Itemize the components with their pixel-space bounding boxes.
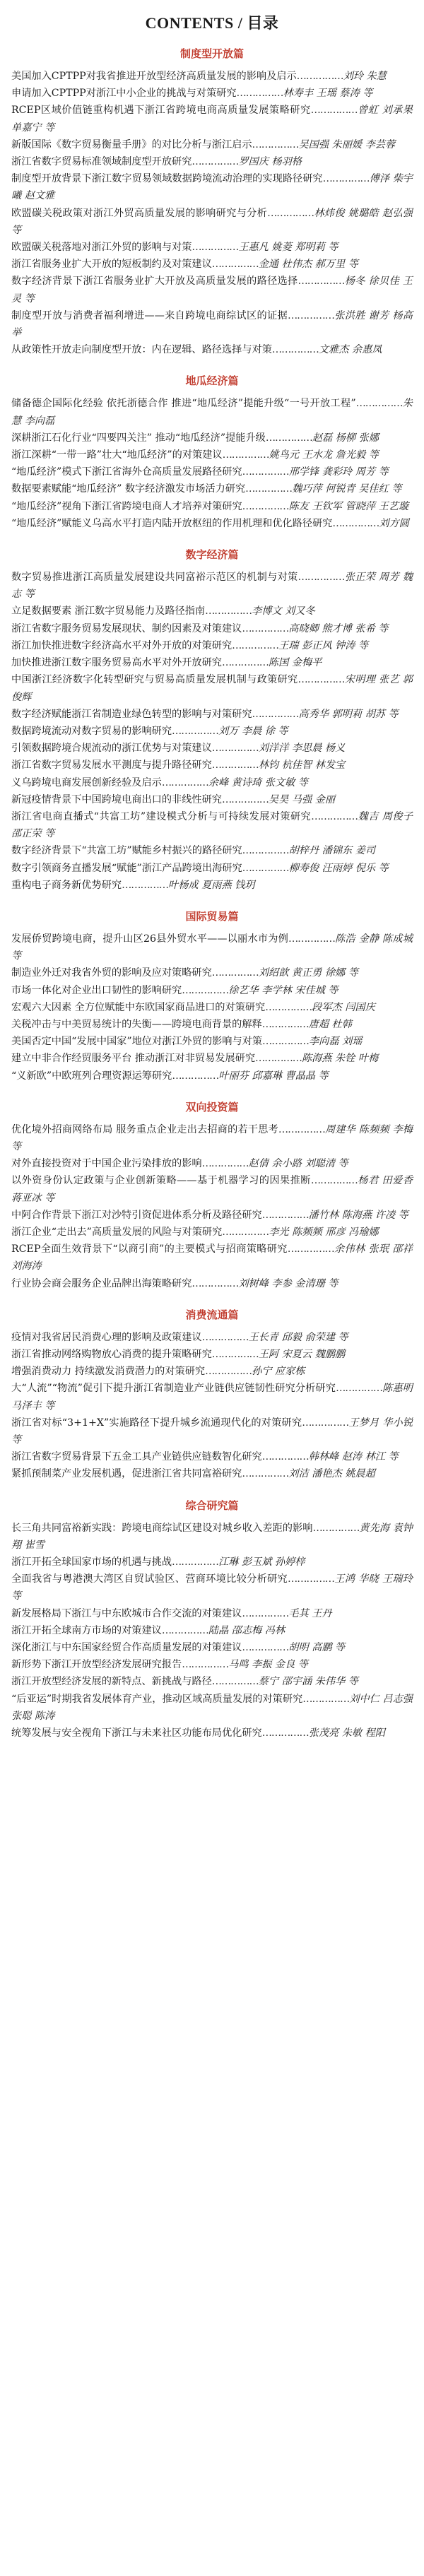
entry-authors: 李博文 刘又冬 xyxy=(252,605,315,618)
entry-authors: 李光 陈频频 邢彦 冯瑜娜 xyxy=(269,1226,379,1238)
toc-entry[interactable] xyxy=(11,102,413,136)
entry-authors: 余峰 黄诗琦 张文敏 等 xyxy=(208,776,308,788)
dot-leader: …………… xyxy=(252,708,299,720)
toc-entry[interactable] xyxy=(11,1172,413,1206)
dot-leader: …………… xyxy=(302,1417,349,1429)
toc-entry[interactable] xyxy=(11,1605,413,1622)
entry-title: 发展侨贸跨境电商，提升山区26县外贸水平——以丽水市为例 xyxy=(11,933,288,945)
entry-authors: 金通 杜伟杰 郝万里 等 xyxy=(258,259,358,271)
dot-leader: …………… xyxy=(265,432,312,444)
dot-leader: …………… xyxy=(261,1018,309,1030)
entry-authors: 周建华 陈频频 李梅 等 xyxy=(11,1123,413,1152)
toc-entry[interactable] xyxy=(11,1448,413,1465)
toc-section xyxy=(11,1308,413,1483)
dot-leader: …………… xyxy=(242,845,289,857)
entry-authors: 杨冬 徐贝佳 王灵 等 xyxy=(11,276,413,305)
toc-entry[interactable] xyxy=(11,740,413,757)
toc-entry[interactable] xyxy=(11,982,413,999)
entry-authors: 唐超 杜韩 xyxy=(308,1018,352,1030)
entry-title: 以外资身份认定政策与企业创新策略——基于机器学习的因果推断 xyxy=(11,1175,311,1187)
entry-title: 统筹发展与安全视角下浙江与未来社区功能布局优化研究 xyxy=(11,1727,262,1739)
toc-entry[interactable] xyxy=(11,877,413,894)
entry-authors: 刘玲 朱慧 xyxy=(343,71,387,82)
dot-leader: …………… xyxy=(267,207,314,219)
entry-title: 浙江省数字贸易背景下五金工具产业链供应链数智化研究 xyxy=(11,1451,262,1463)
toc-entry[interactable] xyxy=(11,930,413,964)
section-title: 地瓜经济篇 xyxy=(185,374,239,388)
toc-entry[interactable] xyxy=(11,153,413,170)
dot-leader: …………… xyxy=(298,276,345,288)
dot-leader: …………… xyxy=(122,879,169,891)
dot-leader: …………… xyxy=(252,138,299,150)
toc-section xyxy=(11,47,413,358)
entry-title: 宏观六大因素 全方位赋能中东欧国家商品进口的对策研究 xyxy=(11,1001,266,1013)
dot-leader: …………… xyxy=(172,1556,218,1568)
dot-leader: …………… xyxy=(287,1243,334,1255)
dot-leader: …………… xyxy=(242,1607,289,1619)
entry-title: 浙江加快推进数字经济高水平对外开放的对策研究 xyxy=(11,639,232,651)
entry-title: 新形势下浙江开放型经济发展研究报告 xyxy=(11,1659,182,1671)
toc-entry[interactable] xyxy=(11,341,413,358)
dot-leader: …………… xyxy=(161,1624,208,1636)
entry-authors: 马鸣 李振 金良 等 xyxy=(228,1659,308,1671)
entry-title: 数字经济赋能浙江省制造业绿色转型的影响与对策研究 xyxy=(11,708,252,720)
entry-authors: 陈友 王钦军 管晓萍 王艺璇 xyxy=(288,500,409,512)
entry-title: 数字经济背景下“共富工坊”赋能乡村振兴的路径研究 xyxy=(11,845,242,857)
entry-authors: 陆晶 邵志梅 冯林 xyxy=(208,1624,285,1636)
entry-title: “地瓜经济”赋能义乌高水平打造内陆开放枢纽的作用机理和优化路径研究 xyxy=(11,517,333,529)
dot-leader: …………… xyxy=(192,1277,239,1289)
toc-entry[interactable] xyxy=(11,515,413,532)
dot-leader: …………… xyxy=(211,259,259,271)
entry-authors: 江琳 彭玉斌 孙婷梓 xyxy=(218,1556,305,1568)
entry-title: 深耕浙江石化行业“四要四关注” 推动“地瓜经济”提能升级 xyxy=(11,432,266,444)
entry-title: 制造业外迁对我省外贸的影响及应对策略研究 xyxy=(11,967,212,979)
entry-title: 浙江省数字服务贸易发展现状、制约因素及对策建议 xyxy=(11,622,242,634)
toc-entry[interactable] xyxy=(11,637,413,654)
entry-title: 义乌跨境电商发展创新经验及启示 xyxy=(11,776,162,788)
dot-leader: …………… xyxy=(261,1451,309,1463)
entry-title: 数据要素赋能“地瓜经济” 数字经济激发市场活力研究 xyxy=(11,483,246,495)
dot-leader: …………… xyxy=(211,967,259,979)
entry-authors: 陈惠明 马泽丰 等 xyxy=(11,1383,413,1412)
toc-entry[interactable] xyxy=(11,273,413,307)
entry-authors: 潘竹林 陈海燕 许凌 等 xyxy=(308,1209,408,1221)
toc-entry[interactable] xyxy=(11,463,413,480)
entry-authors: 文雅杰 余惠凤 xyxy=(318,344,382,356)
entry-authors: 刘方圆 xyxy=(379,517,409,529)
entry-title: 长三角共同富裕新实践：跨境电商综试区建设对城乡收入差距的影响 xyxy=(11,1522,313,1534)
entry-title: 市场一体化对企业出口韧性的影响研究 xyxy=(11,984,182,996)
entry-authors: 刘绍歆 黄正勇 徐娜 等 xyxy=(258,967,358,979)
entry-authors: 朱慧 李向磊 xyxy=(11,398,413,427)
entry-authors: 姚鸟元 王水龙 詹光毅 等 xyxy=(269,449,379,461)
entry-title: 中阿合作背景下浙江对沙特引资促进体系分析及路径研究 xyxy=(11,1209,262,1221)
entry-authors: 刘万 李晨 徐 等 xyxy=(218,725,288,737)
toc-entry[interactable] xyxy=(11,480,413,497)
toc-entry[interactable] xyxy=(11,1224,413,1241)
dot-leader: …………… xyxy=(222,449,269,461)
toc-entry[interactable] xyxy=(11,791,413,808)
dot-leader: …………… xyxy=(332,517,379,529)
toc-entry[interactable] xyxy=(11,1050,413,1067)
dot-leader: …………… xyxy=(265,1001,312,1013)
dot-leader: …………… xyxy=(172,1070,219,1082)
entry-title: 美国否定中国“发展中国家”地位对浙江外贸的影响与对策 xyxy=(11,1036,263,1048)
dot-leader: …………… xyxy=(221,657,269,669)
section-title: 综合研究篇 xyxy=(185,1499,239,1512)
contents-header xyxy=(11,0,413,31)
toc-entry[interactable] xyxy=(11,706,413,723)
entry-authors: 魏巧萍 何锐青 吴佳红 等 xyxy=(292,483,402,495)
toc-entry[interactable] xyxy=(11,723,413,740)
dot-leader: …………… xyxy=(271,344,319,356)
entry-title: 全面我省与粤港澳大湾区自贸试验区、营商环境比较分析研究 xyxy=(11,1573,288,1585)
entry-title: 深化浙江与中东国家经贸合作高质量发展的对策建议 xyxy=(11,1642,242,1654)
toc-entry[interactable] xyxy=(11,1033,413,1050)
entry-title: 数字经济背景下浙江省服务业扩大开放及高质量发展的路径选择 xyxy=(11,276,298,288)
dot-leader: …………… xyxy=(242,1642,289,1654)
toc-entry[interactable] xyxy=(11,603,413,620)
toc-entry[interactable] xyxy=(11,620,413,637)
toc-section xyxy=(11,1499,413,1742)
section-title: 双向投资篇 xyxy=(185,1100,239,1113)
entry-authors: 吴昊 马强 金丽 xyxy=(268,793,336,805)
toc-entry[interactable] xyxy=(11,1622,413,1639)
entry-title: “后亚运”时期我省发展体育产业，推动区域高质量发展的对策研究 xyxy=(11,1693,303,1705)
toc-entry[interactable] xyxy=(11,1241,413,1275)
toc-entry[interactable] xyxy=(11,1121,413,1155)
dot-leader: …………… xyxy=(242,862,289,874)
dot-leader: …………… xyxy=(211,1676,259,1688)
entry-title: 立足数据要素 浙江数字贸易能力及路径指南 xyxy=(11,605,206,618)
entry-title: 制度型开放与消费者福利增进——来自跨境电商综试区的证据 xyxy=(11,309,288,321)
dot-leader: …………… xyxy=(192,242,239,254)
toc-entry[interactable] xyxy=(11,1725,413,1742)
toc-entry[interactable] xyxy=(11,1571,413,1605)
entry-title: “地瓜经济”模式下浙江省海外仓高质量发展路径研究 xyxy=(11,466,242,478)
entry-authors: 张正荣 周芳 魏志 等 xyxy=(11,572,413,601)
entry-title: 中国浙江经济数字化转型研究与贸易高质量发展机制与政策研究 xyxy=(11,674,298,686)
entry-authors: 魏吉 周俊子 邵正荣 等 xyxy=(11,810,413,840)
dot-leader: …………… xyxy=(211,743,259,755)
toc-entry[interactable] xyxy=(11,671,413,705)
toc-entry[interactable] xyxy=(11,1414,413,1448)
dot-leader: …………… xyxy=(288,933,335,945)
entry-authors: 叶丽芬 邱嘉琳 曹晶晶 等 xyxy=(218,1070,329,1082)
dot-leader: …………… xyxy=(232,639,279,651)
dot-leader: …………… xyxy=(201,1158,249,1170)
dot-leader: …………… xyxy=(310,1175,358,1187)
toc-entry[interactable] xyxy=(11,498,413,515)
entry-title: 申请加入CPTPP对浙江中小企业的挑战与对策研究 xyxy=(11,88,237,100)
dot-leader: …………… xyxy=(298,674,345,686)
entry-title: 浙江开拓全球国家市场的机遇与挑战 xyxy=(11,1556,172,1568)
dot-leader: …………… xyxy=(245,483,293,495)
entry-title: “义新欧”中欧班列合理资源运筹研究 xyxy=(11,1070,172,1082)
entry-authors: 段军杰 闫国庆 xyxy=(312,1001,375,1013)
entry-authors: 王瑞 彭正风 钟涛 等 xyxy=(278,639,369,651)
toc-entry[interactable] xyxy=(11,256,413,273)
entry-authors: 王长青 邱毅 俞荣建 等 xyxy=(248,1331,348,1343)
toc-entry[interactable] xyxy=(11,1639,413,1656)
entry-title: 浙江省对标“3+1+X”实施路径下提升城乡流通现代化的对策研究 xyxy=(11,1417,302,1429)
page-title: CONTENTS / 目录 xyxy=(145,14,279,32)
entry-title: 浙江企业“走出去”高质量发展的风险与对策研究 xyxy=(11,1226,223,1238)
toc-section xyxy=(11,1100,413,1292)
entry-title: 紧抓预制菜产业发展机遇，促进浙江省共同富裕研究 xyxy=(11,1468,242,1480)
dot-leader: …………… xyxy=(312,1522,360,1534)
entry-title: 制度型开放背景下浙江数字贸易领域数据跨境流动治理的实现路径研究 xyxy=(11,173,323,185)
entry-authors: 陈浩 金静 陈成城 等 xyxy=(11,933,413,962)
entry-title: 数字引领商务直播发展“赋能”浙江产品跨境出海研究 xyxy=(11,862,242,874)
section-title: 消费流通篇 xyxy=(185,1308,239,1321)
entry-authors: 林钧 杭佳智 林发宝 xyxy=(258,760,346,772)
entry-title: 大“人流”“物流”促引下提升浙江省制造业产业链供应链韧性研究分析研究 xyxy=(11,1383,336,1395)
entry-authors: 王鸿 华晓 王瑞玲 等 xyxy=(11,1573,413,1602)
toc-entry[interactable] xyxy=(11,68,413,85)
dot-leader: …………… xyxy=(201,1331,249,1343)
toc-entry[interactable] xyxy=(11,1465,413,1482)
entry-authors: 高晓卿 熊才博 张希 等 xyxy=(288,622,389,634)
entry-authors: 杨君 田爱香 蒋亚冰 等 xyxy=(11,1175,413,1204)
dot-leader: …………… xyxy=(192,156,239,168)
entry-authors: 陈海燕 朱铨 叶梅 xyxy=(301,1053,379,1065)
entry-authors: 胡梓丹 潘锦东 姜司 xyxy=(288,845,376,857)
toc-entry[interactable] xyxy=(11,430,413,447)
dot-leader: …………… xyxy=(242,622,289,634)
dot-leader: …………… xyxy=(222,1226,269,1238)
entry-title: 对外直接投资对于中国企业污染排放的影响 xyxy=(11,1158,202,1170)
dot-leader: …………… xyxy=(255,1053,302,1065)
dot-leader: …………… xyxy=(287,309,334,321)
entry-authors: 刘洋洋 李思晨 杨义 xyxy=(258,743,346,755)
toc-entry[interactable] xyxy=(11,395,413,429)
dot-leader: …………… xyxy=(261,1209,309,1221)
entry-authors: 徐艺华 李学林 宋佳城 等 xyxy=(228,984,338,996)
toc-section xyxy=(11,374,413,532)
entry-title: 从政策性开放走向制度型开放：内在逻辑、路径选择与对策 xyxy=(11,344,272,356)
entry-title: 新冠疫情背景下中国跨境电商出口的非线性研究 xyxy=(11,793,222,805)
entry-authors: 曾虹 刘承果 单嘉宁 等 xyxy=(11,105,413,134)
toc-entry[interactable] xyxy=(11,1068,413,1085)
toc-entry[interactable] xyxy=(11,860,413,877)
entry-title: 优化境外招商网络布局 服务重点企业走出去招商的若干思考 xyxy=(11,1123,278,1135)
entry-title: 建立中非合作经贸服务平台 推动浙江对非贸易发展研究 xyxy=(11,1053,256,1065)
entry-authors: 王阿 宋夏云 魏鹏鹏 xyxy=(258,1349,346,1360)
toc-entry[interactable] xyxy=(11,1554,413,1571)
toc-entry[interactable] xyxy=(11,239,413,256)
entry-authors: 胡明 高鹏 等 xyxy=(288,1642,346,1654)
dot-leader: …………… xyxy=(242,500,289,512)
entry-authors: 刘洁 潘艳杰 姚晨超 xyxy=(288,1468,375,1480)
entry-authors: 蔡宁 邵宇涵 朱伟华 等 xyxy=(258,1676,358,1688)
dot-leader: …………… xyxy=(242,466,289,478)
entry-title: 浙江开放型经济发展的新特点、新挑战与路径 xyxy=(11,1676,212,1688)
toc-entry[interactable] xyxy=(11,999,413,1016)
toc-entry[interactable] xyxy=(11,1673,413,1690)
dot-leader: …………… xyxy=(302,1693,350,1705)
entry-authors: 柳寿俊 汪雨婷 倪乐 等 xyxy=(288,862,389,874)
toc-entry[interactable] xyxy=(11,1275,413,1292)
dot-leader: …………… xyxy=(336,1383,383,1395)
entry-title: 数据跨境流动对数字贸易的影响研究 xyxy=(11,725,172,737)
entry-authors: 孙宁 应家栋 xyxy=(252,1366,305,1378)
toc-entry[interactable] xyxy=(11,205,413,239)
toc-entry[interactable] xyxy=(11,1155,413,1172)
entry-title: 浙江省数字贸易发展水平测度与提升路径研究 xyxy=(11,760,212,772)
entry-authors: 高秀华 郭明莉 胡苏 等 xyxy=(298,708,399,720)
section-title: 国际贸易篇 xyxy=(185,909,239,923)
entry-title: RCEP区域价值链重构机遇下浙江省跨境电商高质量发展策略研究 xyxy=(11,105,311,117)
entry-authors: 刘中仁 吕志强 张聪 陈涛 xyxy=(11,1693,413,1722)
dot-leader: …………… xyxy=(322,173,370,185)
toc-entry[interactable] xyxy=(11,842,413,859)
toc-entry[interactable] xyxy=(11,1346,413,1363)
entry-authors: 吴国强 朱丽媛 李芸蓉 xyxy=(298,138,396,150)
entry-title: RCEP全面生效背景下“以商引商”的主要模式与招商策略研究 xyxy=(11,1243,288,1255)
dot-leader: …………… xyxy=(182,1659,229,1671)
toc-entry[interactable] xyxy=(11,136,413,153)
toc-section xyxy=(11,548,413,894)
entry-authors: 赵倩 余小路 刘聪清 等 xyxy=(248,1158,348,1170)
entry-authors: 刘树峰 李参 金清珊 等 xyxy=(238,1277,338,1289)
entry-authors: 张洪胜 谢芳 杨高举 xyxy=(11,309,413,339)
entry-title: 浙江深耕“一带一路”壮大“地瓜经济”的对策建议 xyxy=(11,449,223,461)
dot-leader: …………… xyxy=(288,1573,334,1585)
entry-authors: 王惠凡 姚菱 郑明莉 等 xyxy=(238,242,338,254)
entry-title: 行业协会商会服务企业品牌出海策略研究 xyxy=(11,1277,192,1289)
toc-entry[interactable] xyxy=(11,1520,413,1554)
dot-leader: …………… xyxy=(205,1366,252,1378)
entry-title: 疫情对我省居民消费心理的影响及政策建议 xyxy=(11,1331,202,1343)
entry-authors: 王梦月 华小锐 等 xyxy=(11,1417,413,1446)
entry-authors: 李向磊 刘瑶 xyxy=(308,1036,363,1048)
entry-title: 关税冲击与中美贸易统计的失衡——跨境电商背景的解释 xyxy=(11,1018,262,1030)
entry-authors: 罗国庆 杨羽格 xyxy=(238,156,302,168)
entry-authors: 余伟林 张珉 邵祥 刘海涛 xyxy=(11,1243,413,1272)
entry-authors: 林炜俊 姚璐皓 赵弘强 等 xyxy=(11,207,413,236)
toc-entry[interactable] xyxy=(11,808,413,842)
toc-entry[interactable] xyxy=(11,964,413,981)
toc-entry[interactable] xyxy=(11,1363,413,1380)
dot-leader: …………… xyxy=(311,810,358,822)
dot-leader: …………… xyxy=(261,1727,309,1739)
entry-authors: 黄先海 袁钟翔 崔雪 xyxy=(11,1522,413,1551)
entry-authors: 叶杨成 夏雨燕 钱玥 xyxy=(168,879,255,891)
dot-leader: …………… xyxy=(211,760,259,772)
toc-entry[interactable] xyxy=(11,569,413,603)
dot-leader: …………… xyxy=(182,984,229,996)
dot-leader: …………… xyxy=(242,1468,289,1480)
dot-leader: …………… xyxy=(278,1123,325,1135)
entry-authors: 陈国 金梅平 xyxy=(268,657,322,669)
entry-title: 美国加入CPTPP对我省推进开放型经济高质量发展的影响及启示 xyxy=(11,71,297,82)
toc-entry[interactable] xyxy=(11,757,413,774)
entry-authors: 张茂亮 朱敏 程阳 xyxy=(308,1727,385,1739)
toc-entry[interactable] xyxy=(11,1207,413,1224)
entry-title: 浙江省数字贸易标准领域制度型开放研究 xyxy=(11,156,192,168)
toc-entry[interactable] xyxy=(11,85,413,102)
entry-title: 新发展格局下浙江与中东欧城市合作交流的对策建议 xyxy=(11,1607,242,1619)
dot-leader: …………… xyxy=(298,572,345,584)
toc-entry[interactable] xyxy=(11,774,413,791)
entry-title: 浙江省电商直播式“共富工坊”建设模式分析与可持续发展对策研究 xyxy=(11,810,312,822)
entry-authors: 宋明理 张艺 郭俊辉 xyxy=(11,674,413,703)
toc-entry[interactable] xyxy=(11,1016,413,1033)
toc-entry[interactable] xyxy=(11,447,413,463)
toc-entry[interactable] xyxy=(11,1656,413,1673)
entry-authors: 邢学锋 龚彩玲 周芳 等 xyxy=(288,466,389,478)
entry-title: 储备德企国际化经验 依托浙德合作 推进“地瓜经济”提能升级“一号开放工程” xyxy=(11,398,356,410)
dot-leader: …………… xyxy=(236,88,283,100)
toc-entry[interactable] xyxy=(11,654,413,671)
toc-entry[interactable] xyxy=(11,170,413,204)
entry-title: 浙江开拓全球南方市场的对策建议 xyxy=(11,1624,162,1636)
entry-title: 新版国际《数字贸易衡量手册》的对比分析与浙江启示 xyxy=(11,138,252,150)
entry-title: 浙江省推动网络购物放心消费的提升策略研究 xyxy=(11,1349,212,1360)
entry-title: 引领数据跨境合规流动的浙江优势与对策建议 xyxy=(11,743,212,755)
entry-title: 欧盟碳关税政策对浙江外贸高质量发展的影响研究与分析 xyxy=(11,207,268,219)
dot-leader: …………… xyxy=(262,1036,309,1048)
dot-leader: …………… xyxy=(355,398,403,410)
toc-entry[interactable] xyxy=(11,1691,413,1725)
dot-leader: …………… xyxy=(211,1349,259,1360)
dot-leader: …………… xyxy=(172,725,218,737)
entry-title: “地瓜经济”视角下浙江省跨境电商人才培养对策研究 xyxy=(11,500,242,512)
entry-title: 加快推进浙江数字服务贸易高水平对外开放研究 xyxy=(11,657,222,669)
entry-authors: 林寿丰 王瑶 蔡涛 等 xyxy=(283,88,373,100)
entry-authors: 赵磊 杨柳 张娜 xyxy=(312,432,379,444)
dot-leader: …………… xyxy=(296,71,343,82)
entry-authors: 韩林峰 赵涛 林江 等 xyxy=(308,1451,399,1463)
toc-entry[interactable] xyxy=(11,1380,413,1414)
section-title: 制度型开放篇 xyxy=(179,47,244,60)
entry-title: 重构电子商务新优势研究 xyxy=(11,879,122,891)
section-title: 数字经济篇 xyxy=(185,548,239,562)
entry-title: 增强消费动力 持续激发消费潜力的对策研究 xyxy=(11,1366,206,1378)
entry-authors: 毛其 王丹 xyxy=(288,1607,332,1619)
table-of-contents xyxy=(11,47,413,1742)
entry-title: 数字贸易推进浙江高质量发展建设共同富裕示范区的机制与对策 xyxy=(11,572,298,584)
toc-section xyxy=(11,909,413,1085)
toc-entry[interactable] xyxy=(11,307,413,341)
dot-leader: …………… xyxy=(161,776,208,788)
dot-leader: …………… xyxy=(310,105,358,117)
dot-leader: …………… xyxy=(221,793,269,805)
entry-title: 浙江省服务业扩大开放的短板制约及对策建议 xyxy=(11,259,212,271)
entry-title: 欧盟碳关税落地对浙江外贸的影响与对策 xyxy=(11,242,192,254)
toc-entry[interactable] xyxy=(11,1329,413,1346)
entry-authors: 傅泽 柴宇曦 赵文雅 xyxy=(11,173,413,202)
dot-leader: …………… xyxy=(205,605,252,618)
